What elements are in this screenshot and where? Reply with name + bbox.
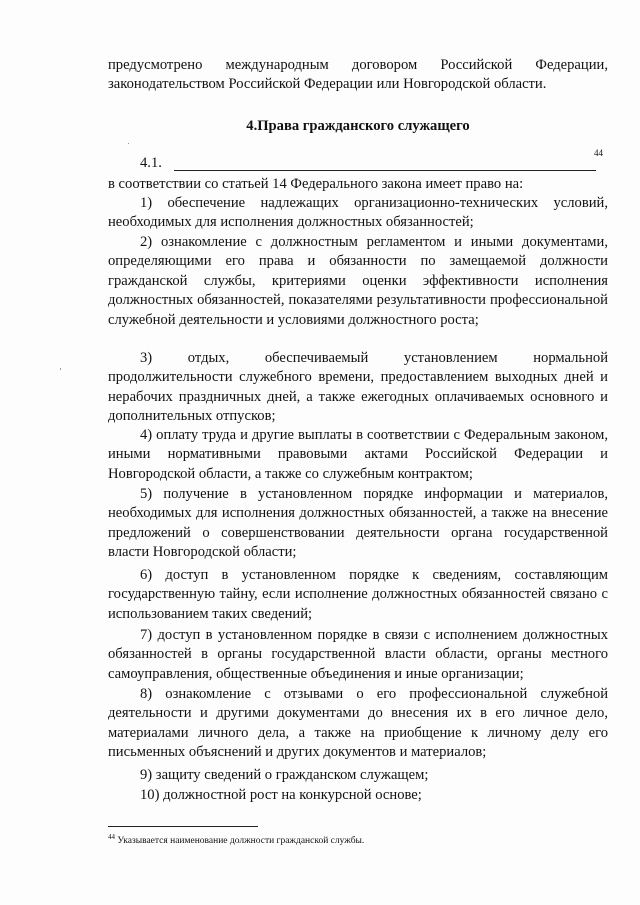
- rights-item-7: 7) доступ в установленном порядке в связи с исполнением должностных обязанностей в органы государственной власти области, органы местного самоуправления, общественные объединения и иные организации;: [108, 627, 608, 682]
- scan-speck: [128, 143, 129, 144]
- rights-item-3: 3) отдых, обеспечиваемый установлением нормальной продолжительности служебного времени, предоставлением выходных дней и нерабочих праздничных дней, а также ежегодных оплачиваемых основного и дополнительных отпусков;: [108, 350, 608, 425]
- footnote-mark: 44: [108, 833, 115, 841]
- rights-item-10: 10) должностной рост на конкурсной основе;: [140, 787, 422, 803]
- footnote-text: Указывается наименование должности гражданской службы.: [117, 836, 365, 847]
- rights-item-4: 4) оплату труда и другие выплаты в соответствии с Федеральным законом, иными нормативными правовыми актами Российской Федерации и Новгородской области, а также со служебным контрактом;: [108, 427, 608, 482]
- rights-item-6: 6) доступ в установленном порядке к сведениям, составляющим государственную тайну, если исполнение должностных обязанностей связано с использованием таких сведений;: [108, 567, 608, 622]
- clause-line: [140, 154, 610, 174]
- clause-number: 4.1.: [140, 155, 162, 171]
- position-blank-line: [174, 170, 596, 171]
- footnote-reference: 44: [594, 148, 603, 158]
- rights-intro: в соответствии со статьей 14 Федерального закона имеет право на:: [108, 176, 524, 192]
- rights-item-8: 8) ознакомление с отзывами о его профессиональной служебной деятельности и другими документами до внесения их в его личное дело, материалами личного дела, а также на приобщение к личному делу его письменных объяснений и других документов и материалов;: [108, 686, 608, 761]
- carryover-paragraph: предусмотрено международным договором Российской Федерации, законодательством Российской Федерации или Новгородской области.: [108, 57, 608, 93]
- footnote: [108, 831, 364, 847]
- rights-item-9: 9) защиту сведений о гражданском служащем;: [140, 767, 429, 783]
- rights-item-2: 2) ознакомление с должностным регламентом и иными документами, определяющими его права и обязанности по замещаемой должности гражданской службы, критериями оценки эффективности исполнения должностных обязанностей, показателями результативности профессиональной служебной деятельности и условиями должностного роста;: [108, 234, 608, 328]
- section-title: 4.Права гражданского служащего: [246, 118, 470, 134]
- rights-item-5: 5) получение в установленном порядке информации и материалов, необходимых для исполнения должностных обязанностей, а также на внесение предложений о совершенствовании деятельности органа государственной власти Новгородской области;: [108, 486, 608, 561]
- rights-item-1: 1) обеспечение надлежащих организационно-технических условий, необходимых для исполнения должностных обязанностей;: [108, 195, 608, 231]
- scan-speck: [60, 368, 61, 370]
- footnote-rule: [108, 826, 258, 827]
